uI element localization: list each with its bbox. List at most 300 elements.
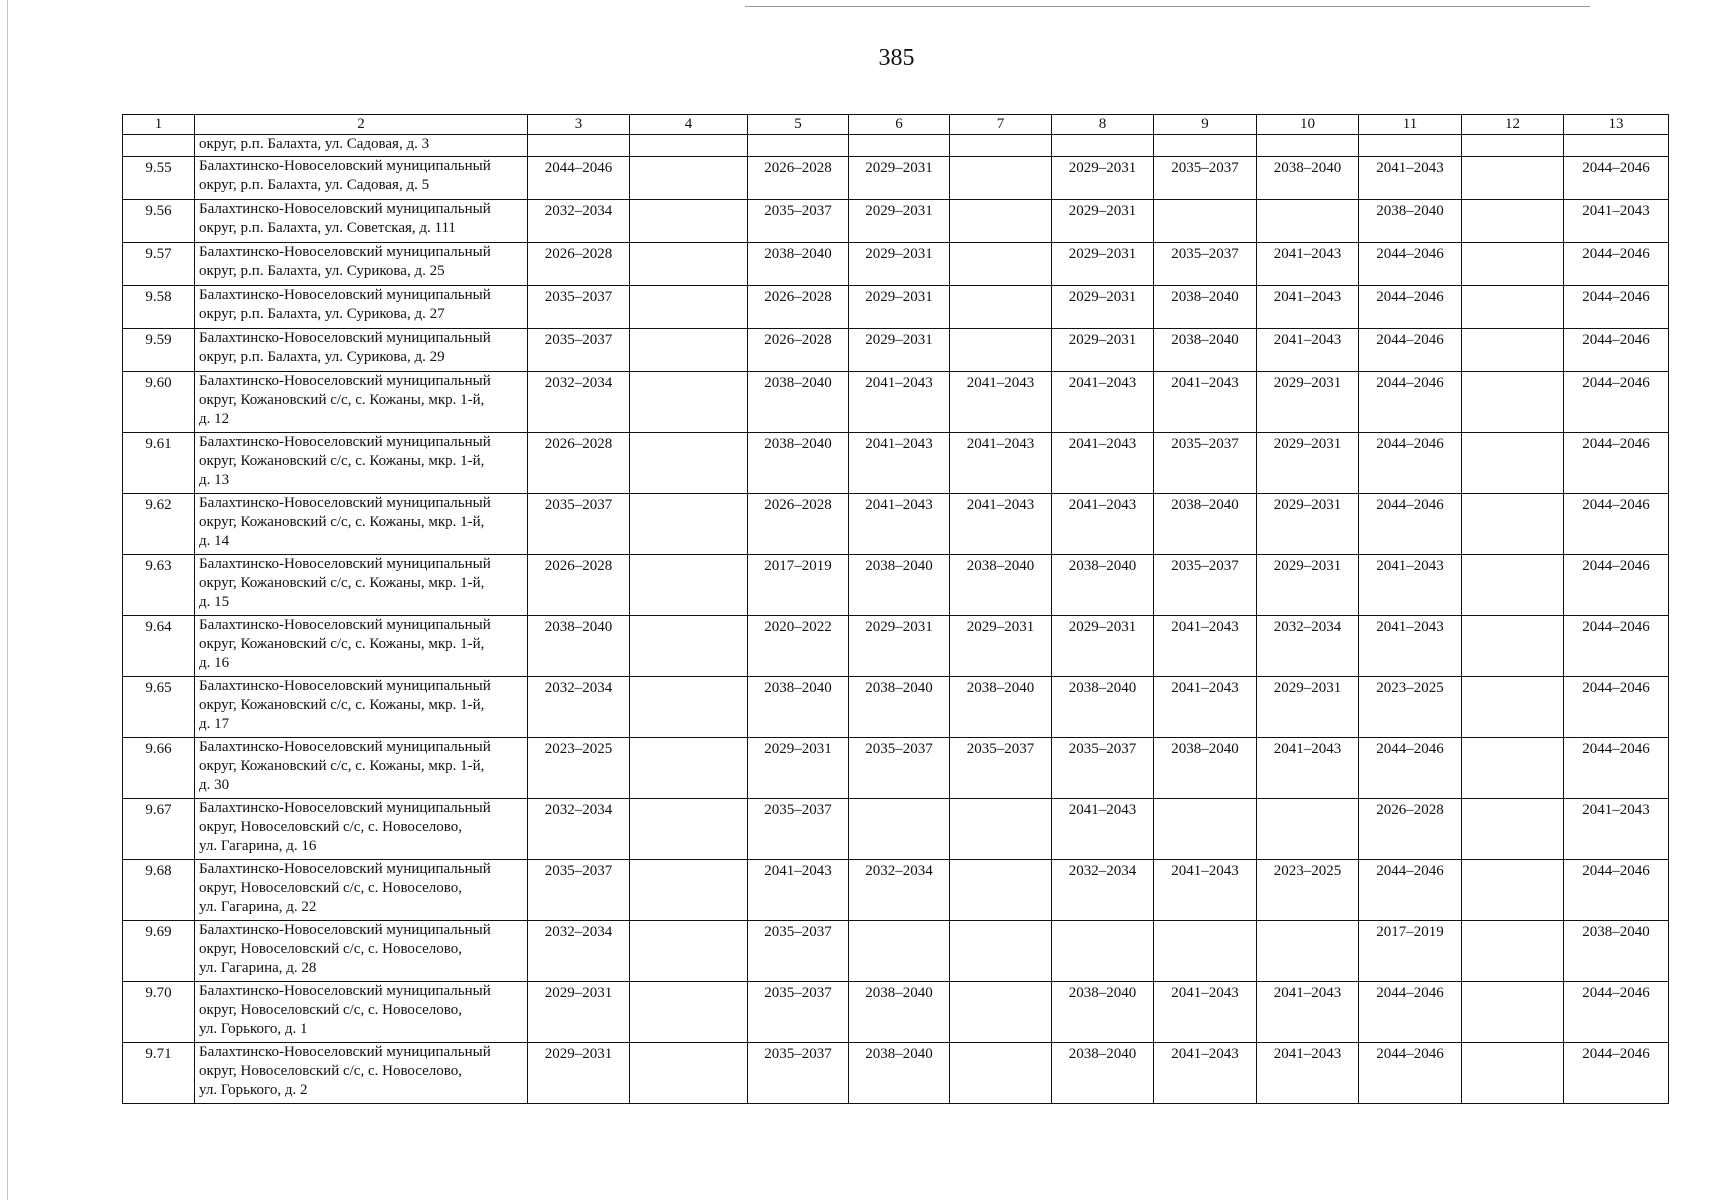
period-cell-col-7: 2035–2037 <box>950 738 1052 799</box>
period-cell-col-8: 2029–2031 <box>1052 200 1154 243</box>
period-cell-col-11: 2044–2046 <box>1359 243 1462 286</box>
period-cell-col-6: 2029–2031 <box>849 243 950 286</box>
period-cell-col-3: 2026–2028 <box>528 555 630 616</box>
period-cell-col-13: 2044–2046 <box>1564 243 1669 286</box>
period-cell-col-13: 2044–2046 <box>1564 157 1669 200</box>
period-cell-col-6: 2041–2043 <box>849 494 950 555</box>
period-cell-col-3: 2035–2037 <box>528 329 630 372</box>
period-cell-col-4 <box>630 494 748 555</box>
schedule-table <box>122 114 1669 1104</box>
period-cell-col-13: 2044–2046 <box>1564 372 1669 433</box>
address-line: д. 16 <box>199 655 230 671</box>
address-line: округ, р.п. Балахта, ул. Сурикова, д. 29 <box>199 349 445 365</box>
period-cell-col-13: 2044–2046 <box>1564 677 1669 738</box>
period-cell-col-10 <box>1257 921 1359 982</box>
period-cell-col-12 <box>1462 677 1564 738</box>
table-row <box>123 677 1669 738</box>
period-cell-col-7 <box>950 329 1052 372</box>
period-cell-col-5: 2026–2028 <box>748 157 849 200</box>
address-cell <box>195 286 528 329</box>
period-cell-col-12 <box>1462 921 1564 982</box>
period-cell-col-4 <box>630 555 748 616</box>
address-line: Балахтинско-Новоселовский муниципальный <box>199 861 491 877</box>
address-line: ул. Горького, д. 1 <box>199 1021 308 1037</box>
period-cell-col-12 <box>1462 157 1564 200</box>
period-cell-col-12 <box>1462 329 1564 372</box>
period-cell-col-10 <box>1257 200 1359 243</box>
period-cell-col-3: 2044–2046 <box>528 157 630 200</box>
address-line: округ, Новоселовский с/с, с. Новоселово, <box>199 880 463 896</box>
period-cell-col-6: 2029–2031 <box>849 616 950 677</box>
period-cell-col-4 <box>630 921 748 982</box>
address-line: ул. Гагарина, д. 22 <box>199 899 317 915</box>
period-cell-col-5: 2035–2037 <box>748 1043 849 1104</box>
address-line: Балахтинско-Новоселовский муниципальный <box>199 244 491 260</box>
period-cell-col-4 <box>630 982 748 1043</box>
period-cell-col-11: 2023–2025 <box>1359 677 1462 738</box>
period-cell-col-6 <box>849 921 950 982</box>
address-cell <box>195 982 528 1043</box>
period-cell-col-12 <box>1462 982 1564 1043</box>
period-cell-col-6 <box>849 799 950 860</box>
table-row <box>123 616 1669 677</box>
period-cell-col-3: 2026–2028 <box>528 433 630 494</box>
row-number-cell: 9.59 <box>123 329 195 372</box>
period-cell-col-6: 2038–2040 <box>849 677 950 738</box>
period-cell-col-9: 2035–2037 <box>1154 433 1257 494</box>
period-cell-col-3: 2035–2037 <box>528 494 630 555</box>
period-cell-col-3: 2035–2037 <box>528 860 630 921</box>
table-row <box>123 921 1669 982</box>
period-cell-col-7 <box>950 921 1052 982</box>
period-cell-col-10: 2041–2043 <box>1257 982 1359 1043</box>
column-header-4: 4 <box>630 115 748 135</box>
table-row <box>123 243 1669 286</box>
period-cell-col-4 <box>630 738 748 799</box>
table-row <box>123 738 1669 799</box>
period-cell-col-6: 2029–2031 <box>849 157 950 200</box>
period-cell-col-4 <box>630 329 748 372</box>
period-cell-col-5: 2029–2031 <box>748 738 849 799</box>
address-line: округ, р.п. Балахта, ул. Советская, д. 111 <box>199 220 456 236</box>
period-cell-col-8: 2038–2040 <box>1052 1043 1154 1104</box>
column-header-2: 2 <box>195 115 528 135</box>
address-cell <box>195 799 528 860</box>
row-number-cell: 9.62 <box>123 494 195 555</box>
row-number-cell: 9.60 <box>123 372 195 433</box>
period-cell-col-5: 2026–2028 <box>748 494 849 555</box>
row-number-cell: 9.71 <box>123 1043 195 1104</box>
period-cell-col-13: 2044–2046 <box>1564 982 1669 1043</box>
address-line: ул. Гагарина, д. 16 <box>199 838 317 854</box>
address-line: округ, Кожановский с/с, с. Кожаны, мкр. 1-й, <box>199 697 485 713</box>
address-cell <box>195 555 528 616</box>
period-cell-col-12 <box>1462 372 1564 433</box>
period-cell-col-11: 2044–2046 <box>1359 329 1462 372</box>
period-cell-col-12 <box>1462 738 1564 799</box>
period-cell-col-5: 2035–2037 <box>748 799 849 860</box>
address-cell <box>195 329 528 372</box>
address-line: округ, Новоселовский с/с, с. Новоселово, <box>199 1063 463 1079</box>
period-cell-col-11: 2044–2046 <box>1359 860 1462 921</box>
period-cell-col-7 <box>950 286 1052 329</box>
address-line: Балахтинско-Новоселовский муниципальный <box>199 556 491 572</box>
period-cell-col-5: 2038–2040 <box>748 677 849 738</box>
row-number-cell: 9.69 <box>123 921 195 982</box>
period-cell-col-9 <box>1154 135 1257 157</box>
address-line: округ, Новоселовский с/с, с. Новоселово, <box>199 819 463 835</box>
period-cell-col-5: 2038–2040 <box>748 243 849 286</box>
period-cell-col-13: 2038–2040 <box>1564 921 1669 982</box>
address-line: Балахтинско-Новоселовский муниципальный <box>199 373 491 389</box>
period-cell-col-8: 2038–2040 <box>1052 982 1154 1043</box>
address-line: округ, Кожановский с/с, с. Кожаны, мкр. 1-й, <box>199 575 485 591</box>
address-line: Балахтинско-Новоселовский муниципальный <box>199 678 491 694</box>
period-cell-col-12 <box>1462 1043 1564 1104</box>
period-cell-col-9: 2041–2043 <box>1154 372 1257 433</box>
period-cell-col-7 <box>950 243 1052 286</box>
row-number-cell: 9.63 <box>123 555 195 616</box>
address-cell <box>195 494 528 555</box>
period-cell-col-11: 2044–2046 <box>1359 982 1462 1043</box>
column-header-8: 8 <box>1052 115 1154 135</box>
table-row <box>123 494 1669 555</box>
period-cell-col-8: 2029–2031 <box>1052 329 1154 372</box>
period-cell-col-6: 2029–2031 <box>849 329 950 372</box>
address-line: Балахтинско-Новоселовский муниципальный <box>199 330 491 346</box>
period-cell-col-10 <box>1257 799 1359 860</box>
period-cell-col-10: 2029–2031 <box>1257 433 1359 494</box>
period-cell-col-7 <box>950 200 1052 243</box>
period-cell-col-6 <box>849 135 950 157</box>
period-cell-col-10: 2041–2043 <box>1257 243 1359 286</box>
period-cell-col-7 <box>950 982 1052 1043</box>
period-cell-col-8 <box>1052 135 1154 157</box>
period-cell-col-6: 2038–2040 <box>849 555 950 616</box>
period-cell-col-6: 2038–2040 <box>849 982 950 1043</box>
period-cell-col-11: 2041–2043 <box>1359 555 1462 616</box>
address-cell <box>195 433 528 494</box>
address-line: Балахтинско-Новоселовский муниципальный <box>199 158 491 174</box>
period-cell-col-11: 2044–2046 <box>1359 433 1462 494</box>
period-cell-col-3: 2029–2031 <box>528 982 630 1043</box>
address-cell <box>195 921 528 982</box>
period-cell-col-7 <box>950 860 1052 921</box>
period-cell-col-13: 2044–2046 <box>1564 860 1669 921</box>
period-cell-col-4 <box>630 157 748 200</box>
period-cell-col-12 <box>1462 286 1564 329</box>
period-cell-col-4 <box>630 799 748 860</box>
table-row <box>123 372 1669 433</box>
address-line: Балахтинско-Новоселовский муниципальный <box>199 1044 491 1060</box>
period-cell-col-7: 2038–2040 <box>950 677 1052 738</box>
period-cell-col-3: 2029–2031 <box>528 1043 630 1104</box>
period-cell-col-4 <box>630 860 748 921</box>
table-row <box>123 433 1669 494</box>
period-cell-col-10: 2029–2031 <box>1257 555 1359 616</box>
header-row <box>123 115 1669 135</box>
period-cell-col-3: 2032–2034 <box>528 677 630 738</box>
period-cell-col-10: 2032–2034 <box>1257 616 1359 677</box>
top-rule <box>745 6 1590 7</box>
period-cell-col-12 <box>1462 200 1564 243</box>
period-cell-col-4 <box>630 433 748 494</box>
address-line: Балахтинско-Новоселовский муниципальный <box>199 495 491 511</box>
period-cell-col-4 <box>630 372 748 433</box>
period-cell-col-8: 2029–2031 <box>1052 616 1154 677</box>
address-line: ул. Гагарина, д. 28 <box>199 960 317 976</box>
row-number-cell: 9.68 <box>123 860 195 921</box>
period-cell-col-10: 2029–2031 <box>1257 677 1359 738</box>
period-cell-col-9: 2041–2043 <box>1154 982 1257 1043</box>
period-cell-col-13: 2041–2043 <box>1564 799 1669 860</box>
column-header-1: 1 <box>123 115 195 135</box>
address-line: округ, Новоселовский с/с, с. Новоселово, <box>199 941 463 957</box>
period-cell-col-3: 2026–2028 <box>528 243 630 286</box>
address-line: Балахтинско-Новоселовский муниципальный <box>199 922 491 938</box>
address-line: округ, р.п. Балахта, ул. Садовая, д. 3 <box>199 136 430 152</box>
period-cell-col-8: 2035–2037 <box>1052 738 1154 799</box>
period-cell-col-11: 2041–2043 <box>1359 157 1462 200</box>
period-cell-col-4 <box>630 616 748 677</box>
period-cell-col-3: 2038–2040 <box>528 616 630 677</box>
period-cell-col-7: 2029–2031 <box>950 616 1052 677</box>
column-header-7: 7 <box>950 115 1052 135</box>
period-cell-col-10: 2041–2043 <box>1257 1043 1359 1104</box>
row-number-cell: 9.70 <box>123 982 195 1043</box>
period-cell-col-8: 2038–2040 <box>1052 677 1154 738</box>
row-number-cell: 9.67 <box>123 799 195 860</box>
address-line: Балахтинско-Новоселовский муниципальный <box>199 800 491 816</box>
period-cell-col-13: 2044–2046 <box>1564 738 1669 799</box>
period-cell-col-13: 2044–2046 <box>1564 1043 1669 1104</box>
period-cell-col-9: 2035–2037 <box>1154 243 1257 286</box>
period-cell-col-10: 2029–2031 <box>1257 372 1359 433</box>
period-cell-col-3: 2032–2034 <box>528 921 630 982</box>
period-cell-col-8: 2029–2031 <box>1052 157 1154 200</box>
row-number-cell: 9.61 <box>123 433 195 494</box>
period-cell-col-11 <box>1359 135 1462 157</box>
row-number-cell: 9.58 <box>123 286 195 329</box>
period-cell-col-13 <box>1564 135 1669 157</box>
column-header-10: 10 <box>1257 115 1359 135</box>
period-cell-col-7 <box>950 799 1052 860</box>
table-row <box>123 329 1669 372</box>
address-line: Балахтинско-Новоселовский муниципальный <box>199 739 491 755</box>
period-cell-col-3: 2032–2034 <box>528 372 630 433</box>
period-cell-col-9: 2041–2043 <box>1154 1043 1257 1104</box>
period-cell-col-7 <box>950 135 1052 157</box>
period-cell-col-8: 2038–2040 <box>1052 555 1154 616</box>
column-header-3: 3 <box>528 115 630 135</box>
period-cell-col-8 <box>1052 921 1154 982</box>
address-line: д. 14 <box>199 533 230 549</box>
period-cell-col-13: 2044–2046 <box>1564 329 1669 372</box>
row-number-cell: 9.66 <box>123 738 195 799</box>
address-cell <box>195 677 528 738</box>
period-cell-col-13: 2044–2046 <box>1564 286 1669 329</box>
row-number-cell: 9.64 <box>123 616 195 677</box>
period-cell-col-3: 2035–2037 <box>528 286 630 329</box>
period-cell-col-13: 2044–2046 <box>1564 494 1669 555</box>
period-cell-col-6: 2041–2043 <box>849 433 950 494</box>
period-cell-col-6: 2038–2040 <box>849 1043 950 1104</box>
period-cell-col-10: 2041–2043 <box>1257 738 1359 799</box>
table-row <box>123 799 1669 860</box>
period-cell-col-4 <box>630 200 748 243</box>
period-cell-col-8: 2029–2031 <box>1052 286 1154 329</box>
row-number-cell <box>123 135 195 157</box>
table-row <box>123 157 1669 200</box>
period-cell-col-11: 2038–2040 <box>1359 200 1462 243</box>
period-cell-col-10 <box>1257 135 1359 157</box>
period-cell-col-6: 2041–2043 <box>849 372 950 433</box>
period-cell-col-10: 2041–2043 <box>1257 286 1359 329</box>
address-cell <box>195 860 528 921</box>
period-cell-col-7: 2041–2043 <box>950 433 1052 494</box>
page-number: 385 <box>878 45 915 71</box>
period-cell-col-9 <box>1154 921 1257 982</box>
address-cell <box>195 135 528 157</box>
period-cell-col-6: 2029–2031 <box>849 200 950 243</box>
period-cell-col-8: 2041–2043 <box>1052 433 1154 494</box>
period-cell-col-13: 2044–2046 <box>1564 433 1669 494</box>
period-cell-col-6: 2029–2031 <box>849 286 950 329</box>
row-number-cell: 9.65 <box>123 677 195 738</box>
period-cell-col-9: 2038–2040 <box>1154 286 1257 329</box>
period-cell-col-6: 2032–2034 <box>849 860 950 921</box>
table-row <box>123 286 1669 329</box>
period-cell-col-5: 2041–2043 <box>748 860 849 921</box>
address-line: д. 13 <box>199 472 230 488</box>
period-cell-col-5: 2026–2028 <box>748 329 849 372</box>
column-header-11: 11 <box>1359 115 1462 135</box>
period-cell-col-5: 2020–2022 <box>748 616 849 677</box>
period-cell-col-7: 2041–2043 <box>950 372 1052 433</box>
period-cell-col-11: 2044–2046 <box>1359 1043 1462 1104</box>
address-line: Балахтинско-Новоселовский муниципальный <box>199 617 491 633</box>
period-cell-col-11: 2044–2046 <box>1359 372 1462 433</box>
period-cell-col-7: 2038–2040 <box>950 555 1052 616</box>
address-line: округ, Кожановский с/с, с. Кожаны, мкр. 1-й, <box>199 453 485 469</box>
period-cell-col-4 <box>630 677 748 738</box>
period-cell-col-11: 2017–2019 <box>1359 921 1462 982</box>
period-cell-col-11: 2044–2046 <box>1359 494 1462 555</box>
address-line: д. 30 <box>199 777 230 793</box>
column-header-5: 5 <box>748 115 849 135</box>
table-row <box>123 860 1669 921</box>
address-cell <box>195 616 528 677</box>
address-line: д. 17 <box>199 716 230 732</box>
period-cell-col-8: 2029–2031 <box>1052 243 1154 286</box>
period-cell-col-12 <box>1462 243 1564 286</box>
period-cell-col-5: 2035–2037 <box>748 982 849 1043</box>
row-number-cell: 9.56 <box>123 200 195 243</box>
address-line: ул. Горького, д. 2 <box>199 1082 308 1098</box>
address-cell <box>195 738 528 799</box>
period-cell-col-13: 2041–2043 <box>1564 200 1669 243</box>
address-line: д. 15 <box>199 594 230 610</box>
period-cell-col-7: 2041–2043 <box>950 494 1052 555</box>
table-row <box>123 200 1669 243</box>
address-line: д. 12 <box>199 411 230 427</box>
period-cell-col-3: 2032–2034 <box>528 799 630 860</box>
period-cell-col-4 <box>630 135 748 157</box>
period-cell-col-5: 2035–2037 <box>748 200 849 243</box>
period-cell-col-8: 2041–2043 <box>1052 494 1154 555</box>
period-cell-col-12 <box>1462 799 1564 860</box>
address-line: округ, Кожановский с/с, с. Кожаны, мкр. 1-й, <box>199 758 485 774</box>
address-line: округ, р.п. Балахта, ул. Сурикова, д. 25 <box>199 263 445 279</box>
address-line: округ, Кожановский с/с, с. Кожаны, мкр. 1-й, <box>199 392 485 408</box>
period-cell-col-5 <box>748 135 849 157</box>
table-row-continuation <box>123 135 1669 157</box>
period-cell-col-12 <box>1462 433 1564 494</box>
column-header-9: 9 <box>1154 115 1257 135</box>
row-number-cell: 9.55 <box>123 157 195 200</box>
table-body <box>123 135 1669 1104</box>
address-line: округ, р.п. Балахта, ул. Сурикова, д. 27 <box>199 306 445 322</box>
period-cell-col-5: 2038–2040 <box>748 372 849 433</box>
address-cell <box>195 200 528 243</box>
address-cell <box>195 157 528 200</box>
period-cell-col-9 <box>1154 200 1257 243</box>
period-cell-col-5: 2026–2028 <box>748 286 849 329</box>
address-line: Балахтинско-Новоселовский муниципальный <box>199 201 491 217</box>
address-cell <box>195 372 528 433</box>
period-cell-col-7 <box>950 1043 1052 1104</box>
address-line: Балахтинско-Новоселовский муниципальный <box>199 983 491 999</box>
table-row <box>123 1043 1669 1104</box>
period-cell-col-13: 2044–2046 <box>1564 555 1669 616</box>
period-cell-col-9: 2038–2040 <box>1154 494 1257 555</box>
period-cell-col-9: 2041–2043 <box>1154 860 1257 921</box>
period-cell-col-10: 2041–2043 <box>1257 329 1359 372</box>
period-cell-col-5: 2038–2040 <box>748 433 849 494</box>
table-row <box>123 555 1669 616</box>
period-cell-col-5: 2017–2019 <box>748 555 849 616</box>
column-header-6: 6 <box>849 115 950 135</box>
address-line: Балахтинско-Новоселовский муниципальный <box>199 434 491 450</box>
address-line: Балахтинско-Новоселовский муниципальный <box>199 287 491 303</box>
period-cell-col-9: 2041–2043 <box>1154 677 1257 738</box>
period-cell-col-11: 2026–2028 <box>1359 799 1462 860</box>
period-cell-col-11: 2044–2046 <box>1359 738 1462 799</box>
address-line: округ, Кожановский с/с, с. Кожаны, мкр. 1-й, <box>199 514 485 530</box>
period-cell-col-10: 2038–2040 <box>1257 157 1359 200</box>
period-cell-col-3: 2032–2034 <box>528 200 630 243</box>
address-line: округ, Кожановский с/с, с. Кожаны, мкр. 1-й, <box>199 636 485 652</box>
period-cell-col-12 <box>1462 555 1564 616</box>
period-cell-col-9: 2038–2040 <box>1154 329 1257 372</box>
period-cell-col-9: 2035–2037 <box>1154 157 1257 200</box>
scan-margin-line <box>7 0 8 1200</box>
period-cell-col-4 <box>630 1043 748 1104</box>
period-cell-col-5: 2035–2037 <box>748 921 849 982</box>
address-line: округ, Новоселовский с/с, с. Новоселово, <box>199 1002 463 1018</box>
period-cell-col-9: 2038–2040 <box>1154 738 1257 799</box>
period-cell-col-9 <box>1154 799 1257 860</box>
period-cell-col-12 <box>1462 616 1564 677</box>
period-cell-col-7 <box>950 157 1052 200</box>
period-cell-col-9: 2035–2037 <box>1154 555 1257 616</box>
period-cell-col-6: 2035–2037 <box>849 738 950 799</box>
period-cell-col-4 <box>630 286 748 329</box>
period-cell-col-12 <box>1462 135 1564 157</box>
column-header-12: 12 <box>1462 115 1564 135</box>
period-cell-col-3: 2023–2025 <box>528 738 630 799</box>
address-line: округ, р.п. Балахта, ул. Садовая, д. 5 <box>199 177 430 193</box>
